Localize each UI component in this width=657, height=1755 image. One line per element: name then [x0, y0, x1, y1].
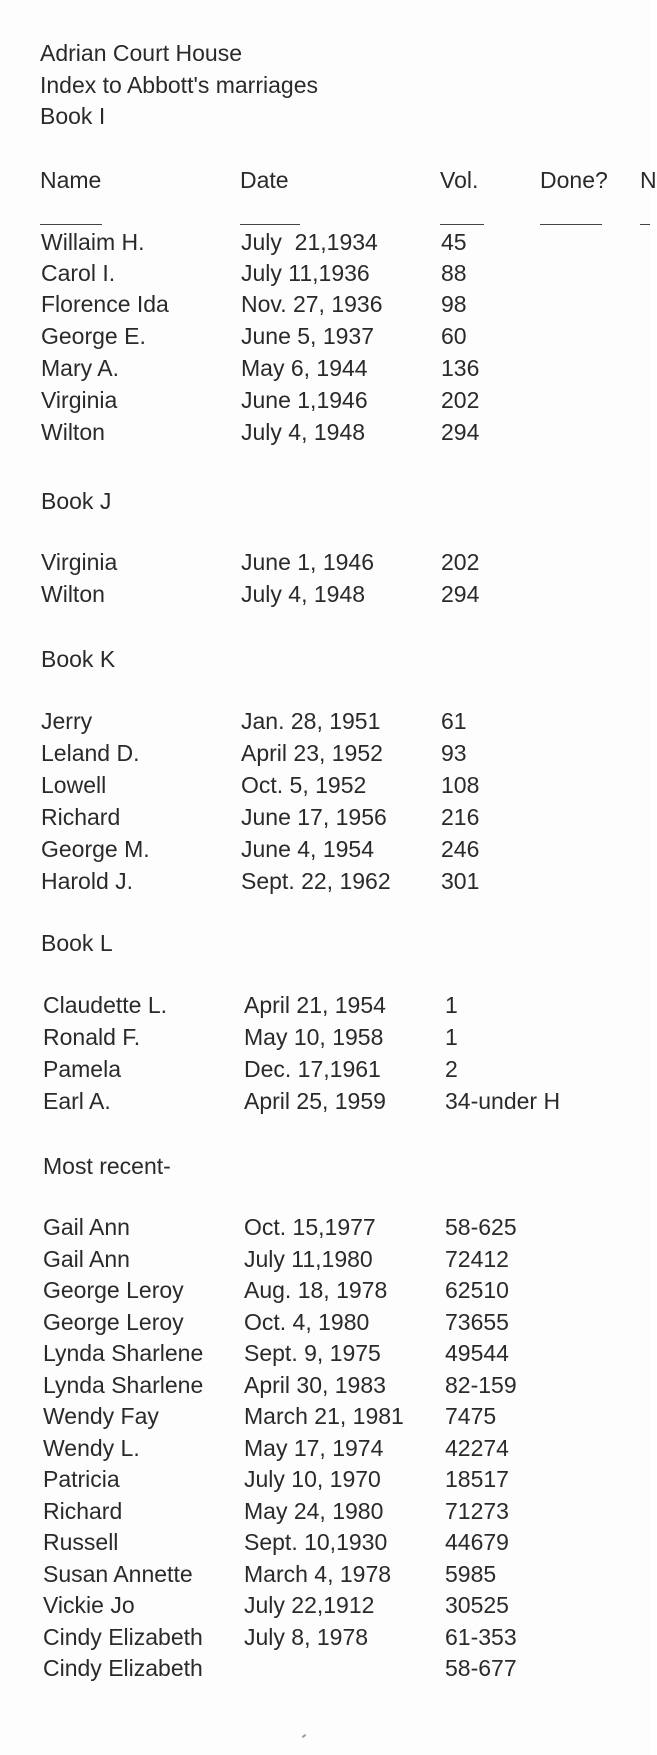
entry-vol: 62510 [445, 1277, 509, 1303]
table-row [0, 1624, 650, 1656]
entry-date: Sept. 10,1930 [244, 1529, 388, 1555]
entry-name: George E. [41, 323, 146, 349]
entry-vol: 49544 [445, 1340, 509, 1366]
entry-date: June 1,1946 [241, 387, 368, 413]
table-row [0, 1403, 650, 1435]
entry-vol: 294 [441, 419, 480, 445]
table-row [0, 1372, 650, 1404]
entry-date: Dec. 17,1961 [244, 1056, 381, 1082]
entry-name: Wendy Fay [43, 1403, 159, 1429]
entry-name: Wilton [41, 419, 105, 445]
entry-vol: 136 [441, 355, 480, 381]
table-row [0, 868, 650, 900]
entry-name: Cindy Elizabeth [43, 1655, 203, 1681]
entry-date: June 1, 1946 [241, 549, 375, 575]
entry-vol: 1 [445, 992, 458, 1018]
table-row [0, 804, 650, 836]
entry-name: Harold J. [41, 868, 134, 894]
table-row [0, 836, 650, 868]
entry-vol: 2 [445, 1056, 458, 1082]
entry-date: March 4, 1978 [244, 1561, 392, 1587]
entry-date: Nov. 27, 1936 [241, 291, 383, 317]
header-courthouse: Adrian Court House [40, 40, 242, 66]
table-row [0, 355, 650, 387]
table-row [0, 992, 650, 1024]
entry-name: George M. [41, 836, 150, 862]
entry-date: Oct. 5, 1952 [241, 772, 367, 798]
entry-name: Ronald F. [43, 1024, 141, 1050]
table-row [0, 1246, 650, 1278]
table-row [0, 1088, 650, 1120]
entry-name: Gail Ann [43, 1214, 130, 1240]
entry-vol: 82-159 [445, 1372, 517, 1398]
table-row [0, 581, 650, 613]
entry-date: April 30, 1983 [244, 1372, 386, 1398]
entry-date: Jan. 28, 1951 [241, 708, 381, 734]
stray-pen-mark [302, 1734, 306, 1738]
table-row [0, 1056, 650, 1088]
entry-date: July 21,1934 [241, 229, 378, 255]
entry-date: July 11,1936 [241, 260, 370, 286]
entry-date: Sept. 9, 1975 [244, 1340, 381, 1366]
entry-name: Vickie Jo [43, 1592, 135, 1618]
entry-vol: 61-353 [445, 1624, 517, 1650]
entry-name: Leland D. [41, 740, 140, 766]
entry-date: Aug. 18, 1978 [244, 1277, 388, 1303]
table-row [0, 1340, 650, 1372]
entry-name: Claudette L. [43, 992, 168, 1018]
entry-date: April 25, 1959 [244, 1088, 386, 1114]
entry-date: June 4, 1954 [241, 836, 375, 862]
entry-name: Susan Annette [43, 1561, 193, 1587]
entry-vol: 60 [441, 323, 467, 349]
table-row [0, 1529, 650, 1561]
column-header-date: Date [240, 167, 289, 193]
entry-vol: 202 [441, 549, 480, 575]
entry-vol: 88 [441, 260, 467, 286]
entry-vol: 7475 [445, 1403, 497, 1429]
entry-vol: 301 [441, 868, 480, 894]
entry-vol: 5985 [445, 1561, 497, 1587]
table-row [0, 1561, 650, 1593]
entry-name: Mary A. [41, 355, 119, 381]
entry-vol: 93 [441, 740, 467, 766]
table-row [0, 1277, 650, 1309]
entry-vol: 98 [441, 291, 467, 317]
entry-date: July 22,1912 [244, 1592, 375, 1618]
entry-date: May 6, 1944 [241, 355, 368, 381]
entry-date: July 4, 1948 [241, 419, 366, 445]
entry-vol: 18517 [445, 1466, 509, 1492]
section-title-book-k: Book K [41, 646, 116, 672]
entry-date: May 10, 1958 [244, 1024, 384, 1050]
column-header-extra: N [640, 167, 657, 193]
table-row [0, 1466, 650, 1498]
table-row [0, 772, 650, 804]
entry-name: Lynda Sharlene [43, 1372, 204, 1398]
table-row [0, 419, 650, 451]
entry-date: July 8, 1978 [244, 1624, 369, 1650]
entry-vol: 61 [441, 708, 467, 734]
entry-name: Jerry [41, 708, 93, 734]
entry-vol: 71273 [445, 1498, 509, 1524]
entry-date: May 17, 1974 [244, 1435, 384, 1461]
underline-extra [640, 224, 650, 225]
entry-date: April 21, 1954 [244, 992, 386, 1018]
column-header-vol: Vol. [440, 167, 479, 193]
entry-name: Virginia [41, 387, 118, 413]
underline-name [40, 224, 102, 225]
entry-name: Cindy Elizabeth [43, 1624, 203, 1650]
entry-vol: 42274 [445, 1435, 509, 1461]
entry-vol: 73655 [445, 1309, 509, 1335]
entry-name: George Leroy [43, 1277, 184, 1303]
underline-vol [440, 224, 484, 225]
entry-date: July 11,1980 [244, 1246, 373, 1272]
table-row [0, 260, 650, 292]
table-row [0, 323, 650, 355]
entry-name: Lowell [41, 772, 107, 798]
entry-name: George Leroy [43, 1309, 184, 1335]
entry-vol: 294 [441, 581, 480, 607]
entry-vol: 202 [441, 387, 480, 413]
entry-date: April 23, 1952 [241, 740, 383, 766]
entry-name: Russell [43, 1529, 119, 1555]
table-row [0, 740, 650, 772]
section-title-most-recent: Most recent- [43, 1153, 171, 1179]
section-title-book-j: Book J [41, 488, 112, 514]
entry-vol: 72412 [445, 1246, 509, 1272]
entry-name: Virginia [41, 549, 118, 575]
entry-date: March 21, 1981 [244, 1403, 404, 1429]
column-header-name: Name [40, 167, 102, 193]
header-index-title: Index to Abbott's marriages [40, 72, 318, 98]
entry-name: Lynda Sharlene [43, 1340, 204, 1366]
entry-vol: 58-677 [445, 1655, 517, 1681]
table-row [0, 291, 650, 323]
table-row [0, 549, 650, 581]
table-row [0, 1655, 650, 1687]
entry-name: Wendy L. [43, 1435, 140, 1461]
entry-name: Earl A. [43, 1088, 111, 1114]
entry-date: June 5, 1937 [241, 323, 375, 349]
table-row [0, 1435, 650, 1467]
entry-date: Oct. 15,1977 [244, 1214, 376, 1240]
table-row [0, 1592, 650, 1624]
column-header-done: Done? [540, 167, 608, 193]
entry-date: July 4, 1948 [241, 581, 366, 607]
table-row [0, 229, 650, 261]
section-title-book-l: Book L [41, 930, 113, 956]
entry-vol: 108 [441, 772, 480, 798]
header-book-label: Book I [40, 103, 106, 129]
entry-name: Carol I. [41, 260, 116, 286]
entry-vol: 58-625 [445, 1214, 517, 1240]
entry-vol: 246 [441, 836, 480, 862]
entry-name: Patricia [43, 1466, 120, 1492]
table-row [0, 1309, 650, 1341]
entry-vol: 45 [441, 229, 467, 255]
entry-name: Wilton [41, 581, 105, 607]
table-row [0, 1214, 650, 1246]
entry-name: Gail Ann [43, 1246, 130, 1272]
table-row [0, 387, 650, 419]
entry-vol: 1 [445, 1024, 458, 1050]
entry-name: Richard [43, 1498, 123, 1524]
entry-name: Willaim H. [41, 229, 145, 255]
underline-date [240, 224, 300, 225]
entry-name: Pamela [43, 1056, 121, 1082]
table-row [0, 708, 650, 740]
entry-vol: 216 [441, 804, 480, 830]
table-row [0, 1024, 650, 1056]
underline-done [540, 224, 602, 225]
entry-date: Oct. 4, 1980 [244, 1309, 370, 1335]
entry-date: Sept. 22, 1962 [241, 868, 391, 894]
entry-vol: 34-under H [445, 1088, 561, 1114]
entry-date: July 10, 1970 [244, 1466, 381, 1492]
table-row [0, 1498, 650, 1530]
entry-name: Richard [41, 804, 121, 830]
entry-vol: 30525 [445, 1592, 509, 1618]
entry-date: June 17, 1956 [241, 804, 387, 830]
entry-name: Florence Ida [41, 291, 169, 317]
entry-vol: 44679 [445, 1529, 509, 1555]
entry-date: May 24, 1980 [244, 1498, 384, 1524]
